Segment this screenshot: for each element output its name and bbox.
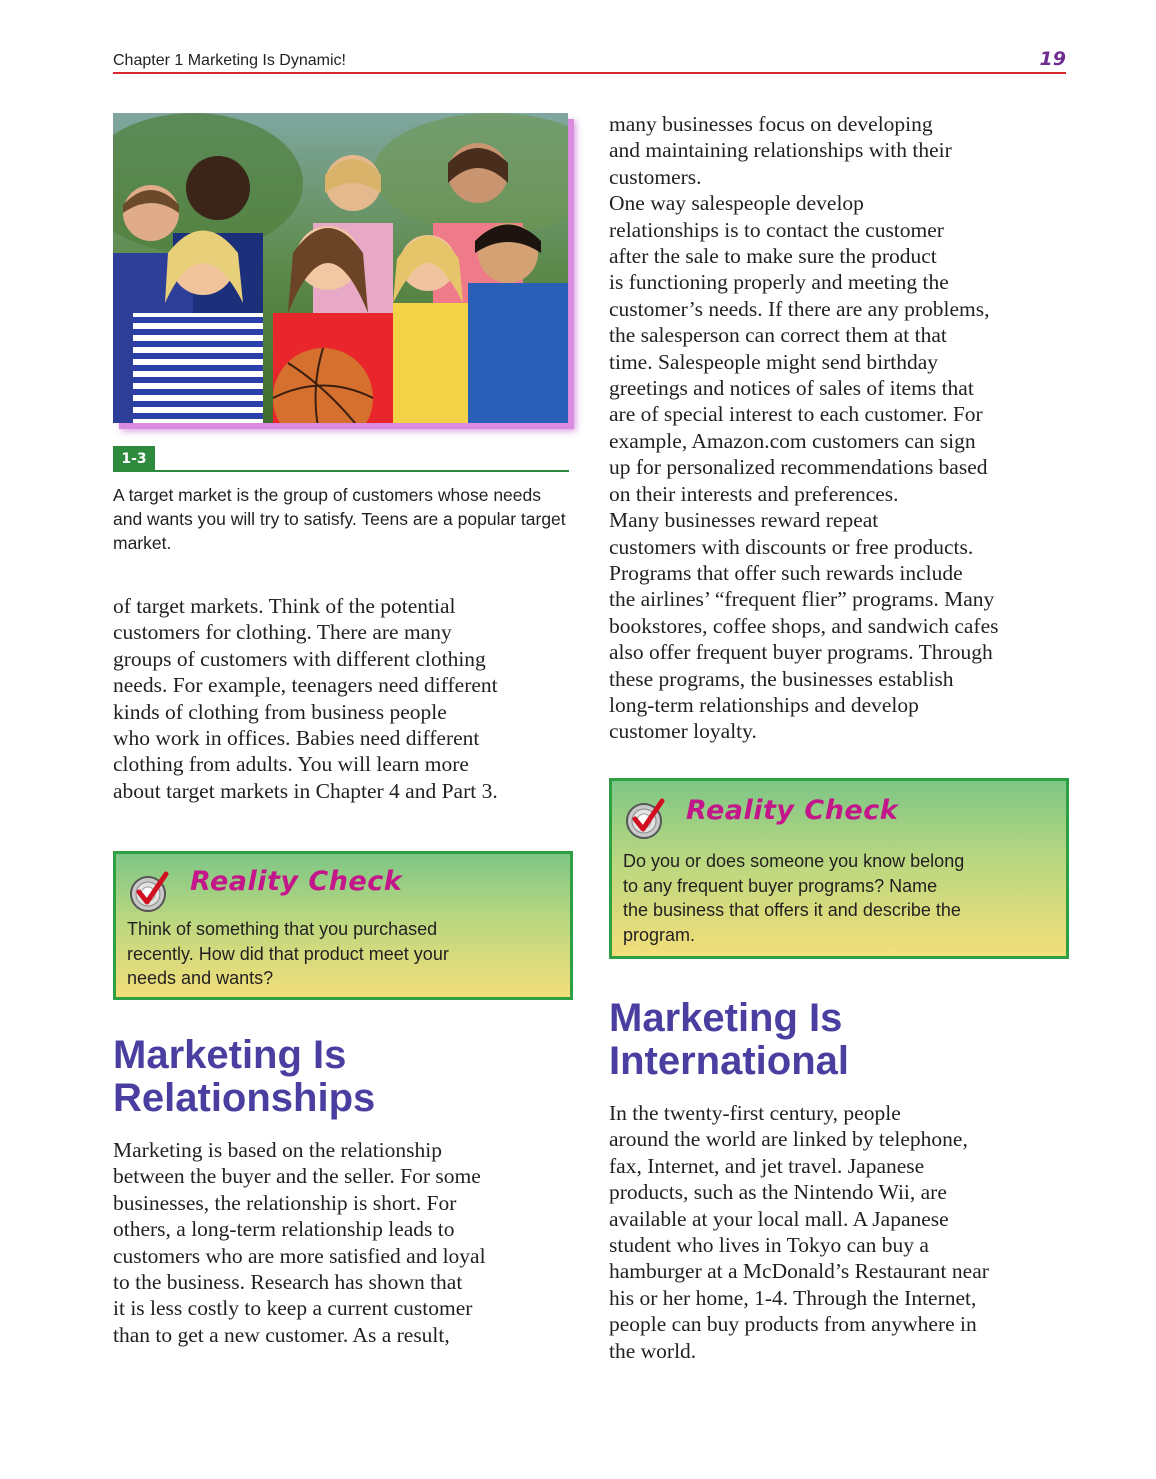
figure-rule <box>155 470 569 472</box>
figure-label: 1-3 <box>113 446 155 472</box>
checkmark-icon <box>128 868 174 914</box>
right-paragraph-relationships: many businesses focus on developing and maintaining relationships with their customers. One way salespeople develop relationships is to contact the customer after the sale to make sure the product is functioning properly and meeting the customer’s needs. If there are any problems, the salesperson can correct them at that time. Salespeople might send birthday greetings and notices of sales of items that are of special interest to each customer. For example, Amazon.com customers can sign up for personalized recommendations based on their interests and preferences. Many businesses reward repeat customers with discounts or free products. Programs that offer such rewards include the airlines’ “frequent flier” programs. Many bookstores, coffee shops, and sandwich cafes also offer frequent buyer programs. Through these programs, the businesses establish long-term relationships and develop customer loyalty. <box>609 112 999 744</box>
page-number: 19 <box>1039 48 1066 70</box>
left-paragraph-relationships: Marketing is based on the relationship between the buyer and the seller. For some businesses, the relationship is short. For others, a long-term relationship leads to customers who are more satisfied and loyal to the business. Research has shown that it is less costly to keep a current customer than to get a new customer. As a result, <box>113 1138 486 1347</box>
heading-marketing-is-relationships: Marketing Is Relationships <box>113 1033 376 1120</box>
page-header <box>113 50 1066 76</box>
reality-check-box-left <box>113 851 573 1000</box>
right-paragraph-international: In the twenty-first century, people around the world are linked by telephone, fax, Internet, and jet travel. Japanese products, such as the Nintendo Wii, are available at your local mall. A Japanese student who lives in Tokyo can buy a hamburger at a McDonald’s Restaurant near his or her home, 1-4. Through the Internet, people can buy products from anywhere in the world. <box>609 1101 989 1363</box>
checkmark-icon <box>624 795 670 841</box>
running-head: Chapter 1 Marketing Is Dynamic! <box>113 52 346 69</box>
left-paragraph-target-markets: of target markets. Think of the potential customers for clothing. There are many groups of customers with different clothing needs. For example, teenagers need different kinds of clothing from business people who work in offices. Babies need different clothing from adults. You will learn more about target markets in Chapter 4 and Part 3. <box>113 594 498 803</box>
reality-check-text: Do you or does someone you know belong to any frequent buyer programs? Name the business that offers it and describe the program. <box>623 851 965 945</box>
figure-caption: A target market is the group of customers whose needs and wants you will try to satisfy. Teens are a popular target market. <box>113 485 566 553</box>
reality-check-title: Reality Check <box>686 795 899 826</box>
reality-check-box-right <box>609 778 1069 959</box>
reality-check-title: Reality Check <box>190 866 403 897</box>
reality-check-text: Think of something that you purchased recently. How did that product meet your needs and wants? <box>127 919 449 988</box>
header-rule <box>113 72 1066 74</box>
heading-marketing-is-international: Marketing Is International <box>609 996 850 1083</box>
teens-photo <box>113 113 568 423</box>
teens-photo-illustration <box>113 113 568 423</box>
